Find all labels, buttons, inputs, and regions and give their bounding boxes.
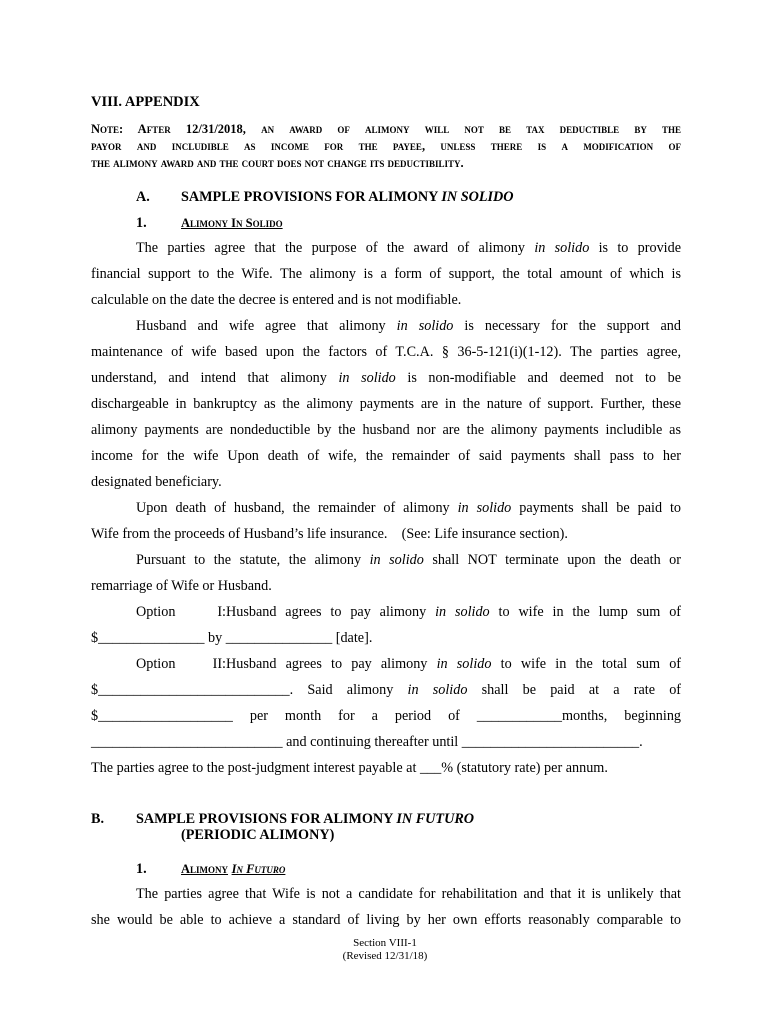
section-a-label: A.	[136, 189, 150, 205]
text-span: payments shall be paid to	[519, 500, 682, 516]
section-b-title: SAMPLE PROVISIONS FOR ALIMONY	[136, 811, 393, 827]
para-a3-line-1	[91, 499, 681, 517]
option-2-label: Option II:	[136, 656, 226, 672]
text-span: Said alimony	[307, 682, 394, 698]
section-heading: VIII. APPENDIX	[91, 94, 200, 110]
italic-term: in solido	[457, 500, 512, 516]
option-1-line-2: $_______________ by _______________ [date].	[91, 630, 373, 646]
subsection-b1-title: Alimony	[181, 862, 229, 876]
option-2-line-1	[91, 655, 681, 673]
italic-term: in solido	[396, 318, 454, 334]
option-1-label: Option I:	[136, 604, 226, 620]
note-line-3: the alimony award and the court does not change its deductibility.	[91, 156, 464, 170]
subsection-a1-number: 1.	[136, 215, 147, 231]
subsection-b1-number: 1.	[136, 861, 147, 877]
text-span: Upon death of husband, the remainder of alimony	[136, 500, 450, 516]
text-span: ____________months, beginning	[476, 708, 682, 724]
italic-term: in solido	[407, 682, 468, 698]
para-a1-line-1	[91, 239, 681, 257]
footer-section: Section VIII-1	[353, 937, 417, 949]
text-span: Husband agrees to pay alimony	[226, 604, 427, 620]
interest-line: The parties agree to the post-judgment interest payable at ___% (statutory rate) per annum.	[91, 760, 608, 776]
para-a1-line-3: calculable on the date the decree is entered and is not modifiable.	[91, 292, 462, 308]
para-a2-line-6: income for the wife Upon death of wife, the remainder of said payments shall pass to her	[91, 448, 681, 464]
footer-revised: (Revised 12/31/18)	[342, 950, 428, 962]
italic-term: in solido	[436, 656, 492, 672]
section-a-heading	[136, 188, 726, 206]
para-a2-line-5: alimony payments are nondeductible by the husband nor are the alimony payments includible as	[91, 422, 681, 438]
subsection-b1-title-italic: In Futuro	[231, 862, 286, 876]
para-b1-line-2: she would be able to achieve a standard of living by her own efforts reasonably comparable to	[91, 912, 681, 928]
option-2-line-3	[91, 707, 681, 725]
para-a2-line-3	[91, 369, 681, 387]
italic-term: in solido	[435, 604, 490, 620]
note-line-2: payor and includible as income for the payee, unless there is a modification of	[91, 139, 681, 153]
note-line-1: Note: After 12/31/2018, an award of alimony will not be tax deductible by the	[91, 122, 681, 136]
section-a-title-italic: IN SOLIDO	[441, 189, 514, 205]
text-span: Pursuant to the statute, the alimony	[136, 552, 362, 568]
section-b-label: B.	[91, 811, 105, 827]
para-a3-line-2: Wife from the proceeds of Husband’s life insurance. (See: Life insurance section).	[91, 526, 568, 542]
text-span: per month for a period of	[249, 708, 460, 724]
option-1-line-1	[91, 603, 681, 621]
italic-term: in solido	[338, 370, 396, 386]
para-a1-line-2: financial support to the Wife. The alimony is a form of support, the total amount of which is	[91, 266, 681, 282]
para-a2-line-2: maintenance of wife based upon the factors of T.C.A. § 36-5-121(i)(1-12). The parties agree,	[91, 344, 681, 360]
section-a-title: SAMPLE PROVISIONS FOR ALIMONY	[181, 189, 438, 205]
subsection-a1-title: Alimony In Solido	[181, 216, 283, 230]
text-span: $___________________	[91, 708, 233, 724]
text-span: is to provide	[598, 240, 682, 256]
text-span: understand, and intend that alimony	[91, 370, 327, 386]
text-span: $___________________________.	[91, 682, 294, 698]
text-span: Husband and wife agree that alimony	[136, 318, 386, 334]
text-span: shall NOT terminate upon the death or	[432, 552, 682, 568]
para-a4-line-1	[91, 551, 681, 569]
text-span: to wife in the lump sum of	[498, 604, 682, 620]
text-span: Husband agrees to pay alimony	[226, 656, 428, 672]
section-b-title-line-2: (PERIODIC ALIMONY)	[181, 827, 335, 843]
text-span: is non-modifiable and deemed not to be	[407, 370, 681, 386]
para-a4-line-2: remarriage of Wife or Husband.	[91, 578, 272, 594]
option-2-line-4: ___________________________ and continuing thereafter until _________________________.	[91, 734, 643, 750]
text-span: is necessary for the support and	[464, 318, 681, 334]
para-a2-line-7: designated beneficiary.	[91, 474, 222, 490]
para-b1-line-1: The parties agree that Wife is not a candidate for rehabilitation and that it is unlikely that	[136, 886, 681, 902]
text-span: to wife in the total sum of	[500, 656, 682, 672]
section-b-title-italic: IN FUTURO	[396, 811, 475, 827]
italic-term: in solido	[369, 552, 424, 568]
para-a2-line-4: dischargeable in bankruptcy as the alimony payments are in the nature of support. Further, these	[91, 396, 681, 412]
text-span: shall be paid at a rate of	[481, 682, 682, 698]
para-a2-line-1	[91, 317, 681, 335]
italic-term: in solido	[534, 240, 590, 256]
text-span: The parties agree that the purpose of the award of alimony	[136, 240, 526, 256]
subsection-a1-heading	[136, 214, 726, 232]
subsection-b1-heading	[136, 860, 726, 878]
option-2-line-2	[91, 681, 681, 699]
